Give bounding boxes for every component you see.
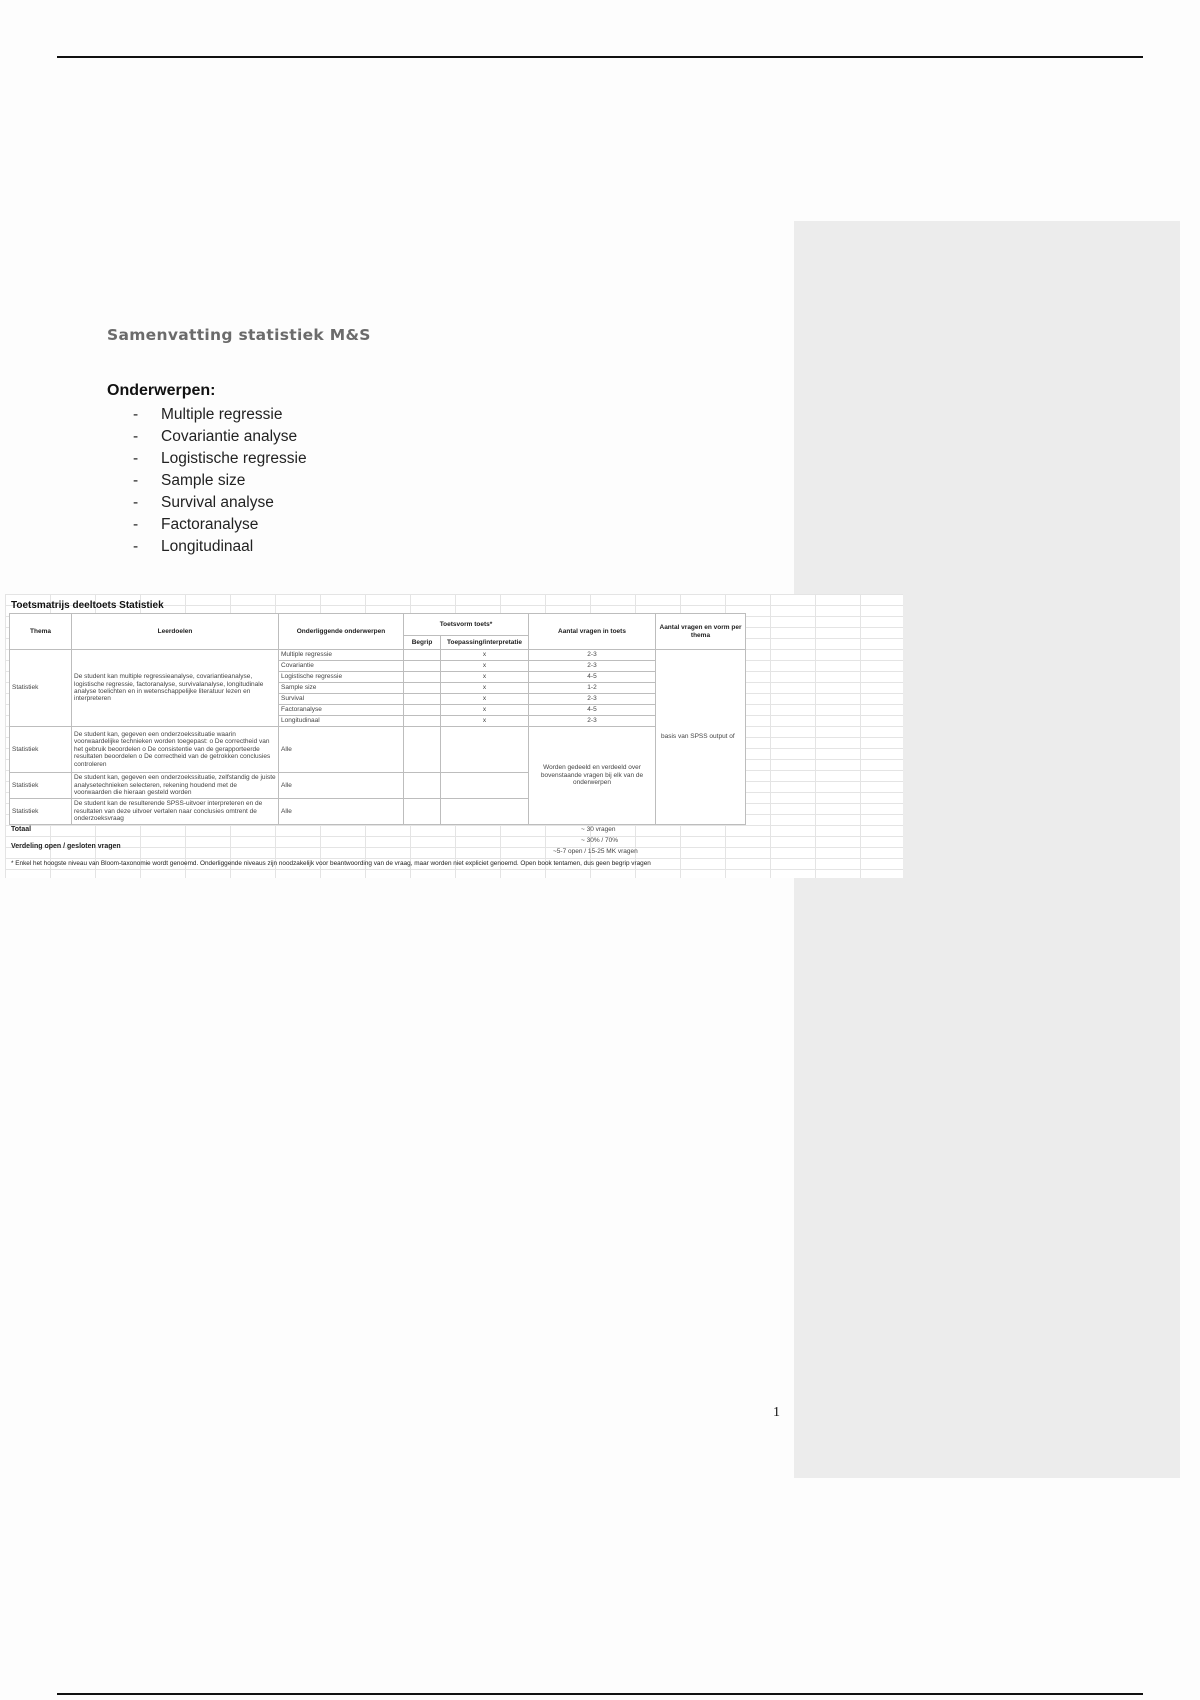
list-item xyxy=(133,448,307,470)
header-rule xyxy=(57,56,1143,58)
section-heading: Onderwerpen: xyxy=(107,382,216,399)
cell-onderwerp: Logistische regressie xyxy=(279,672,404,683)
verdeling-value-1: ~ 30% / 70% xyxy=(581,837,619,844)
cell-aantal: 2-3 xyxy=(529,694,656,705)
cell-toepassing: x xyxy=(441,661,529,672)
cell-toepassing: x xyxy=(441,672,529,683)
cell-aantal: 2-3 xyxy=(529,650,656,661)
cell-leerdoel: De student kan, gegeven een onderzoekssituatie waarin voorwaardelijke technieken worden toegepast: o De correctheid van het gebruik beoordelen o De consistentie van de gerapporteerde resultaten beoordelen o De correctheid van de getrokken conclusies controleren xyxy=(72,727,279,773)
bullet-dash: - xyxy=(133,494,139,511)
topic-label: Factoranalyse xyxy=(161,516,259,533)
topic-label: Longitudinaal xyxy=(161,538,254,555)
list-item xyxy=(133,404,307,426)
cell-begrip xyxy=(404,799,441,825)
cell-onderwerp: Covariantie xyxy=(279,661,404,672)
test-matrix-table xyxy=(9,613,746,825)
cell-aantal: 2-3 xyxy=(529,661,656,672)
list-item xyxy=(133,514,307,536)
cell-toepassing xyxy=(441,727,529,773)
header-leerdoelen: Leerdoelen xyxy=(72,614,279,650)
cell-thema: Statistiek xyxy=(10,799,72,825)
header-aantal-vorm: Aantal vragen en vorm per thema xyxy=(656,614,746,650)
cell-aantal-merged: Worden gedeeld en verdeeld over bovenstaande vragen bij elk van de onderwerpen xyxy=(529,727,656,825)
cell-onderwerp: Alle xyxy=(279,799,404,825)
cell-leerdoel: De student kan, gegeven een onderzoekssituatie, zelfstandig de juiste analysetechnieken selecteren, rekening houdend met de voorwaarden die hieraan gesteld worden xyxy=(72,773,279,799)
cell-onderwerp: Alle xyxy=(279,773,404,799)
cell-onderwerp: Multiple regressie xyxy=(279,650,404,661)
header-toepassing: Toepassing/interpretatie xyxy=(441,636,529,650)
header-onderwerpen: Onderliggende onderwerpen xyxy=(279,614,404,650)
topic-label: Survival analyse xyxy=(161,494,274,511)
cell-onderwerp: Factoranalyse xyxy=(279,705,404,716)
cell-toepassing: x xyxy=(441,716,529,727)
topic-label: Multiple regressie xyxy=(161,406,283,423)
sheet-footnote: * Enkel het hoogste niveau van Bloom-taxonomie wordt genoemd. Onderliggende niveaus zijn noodzakelijk voor beantwoording van de vraag, maar worden niet expliciet genoemd. Open book tentamen, dus geen begrip vragen xyxy=(11,860,651,867)
cell-thema: Statistiek xyxy=(10,650,72,727)
cell-begrip xyxy=(404,705,441,716)
cell-leerdoel: De student kan multiple regressieanalyse, covariantieanalyse, logistische regressie, factoranalyse, survivalanalyse, longitudinale analyse toelichten en in wetenschappelijke literatuur lezen en interpreteren xyxy=(72,650,279,727)
cell-toepassing: x xyxy=(441,694,529,705)
cell-toepassing: x xyxy=(441,705,529,716)
cell-aantal: 1-2 xyxy=(529,683,656,694)
cell-leerdoel: De student kan de resulterende SPSS-uitvoer interpreteren en de resultaten van deze uitvoer vertalen naar conclusies omtrent de onderzoeksvraag xyxy=(72,799,279,825)
totaal-label: Totaal xyxy=(11,826,32,833)
cell-begrip xyxy=(404,650,441,661)
cell-begrip xyxy=(404,683,441,694)
cell-begrip xyxy=(404,672,441,683)
topic-label: Covariantie analyse xyxy=(161,428,298,445)
table-row xyxy=(10,727,746,773)
header-begrip: Begrip xyxy=(404,636,441,650)
bullet-dash: - xyxy=(133,472,139,489)
footer-rule xyxy=(57,1693,1143,1695)
table-header-row xyxy=(10,614,746,636)
side-note: basis van SPSS output of xyxy=(661,733,735,740)
page-number: 1 xyxy=(773,1405,780,1420)
cell-toepassing xyxy=(441,773,529,799)
cell-begrip xyxy=(404,661,441,672)
bullet-dash: - xyxy=(133,406,139,423)
cell-begrip xyxy=(404,716,441,727)
verdeling-value-2: ~5-7 open / 15-25 MK vragen xyxy=(553,848,638,855)
cell-onderwerp: Longitudinaal xyxy=(279,716,404,727)
bullet-dash: - xyxy=(133,516,139,533)
cell-thema: Statistiek xyxy=(10,773,72,799)
cell-aantal: 2-3 xyxy=(529,716,656,727)
topic-label: Sample size xyxy=(161,472,246,489)
cell-begrip xyxy=(404,773,441,799)
list-item xyxy=(133,470,307,492)
bullet-dash: - xyxy=(133,428,139,445)
cell-thema: Statistiek xyxy=(10,727,72,773)
cell-begrip xyxy=(404,727,441,773)
cell-toepassing: x xyxy=(441,683,529,694)
topic-list xyxy=(133,404,307,558)
cell-aantal: 4-5 xyxy=(529,672,656,683)
list-item xyxy=(133,426,307,448)
list-item xyxy=(133,536,307,558)
bullet-dash: - xyxy=(133,450,139,467)
cell-onderwerp: Alle xyxy=(279,727,404,773)
cell-begrip xyxy=(404,694,441,705)
list-item xyxy=(133,492,307,514)
topic-label: Logistische regressie xyxy=(161,450,307,467)
verdeling-label: Verdeling open / gesloten vragen xyxy=(11,843,121,850)
cell-toepassing: x xyxy=(441,650,529,661)
sheet-title: Toetsmatrijs deeltoets Statistiek xyxy=(11,600,164,611)
embedded-spreadsheet-image xyxy=(5,594,903,878)
cell-toepassing xyxy=(441,799,529,825)
cell-onderwerp: Sample size xyxy=(279,683,404,694)
bullet-dash: - xyxy=(133,538,139,555)
table-row xyxy=(10,650,746,661)
cell-onderwerp: Survival xyxy=(279,694,404,705)
header-thema: Thema xyxy=(10,614,72,650)
totaal-value: ~ 30 vragen xyxy=(581,826,616,833)
header-aantal: Aantal vragen in toets xyxy=(529,614,656,650)
header-toetsvorm: Toetsvorm toets* xyxy=(404,614,529,636)
document-title: Samenvatting statistiek M&S xyxy=(107,326,371,344)
cell-aantal: 4-5 xyxy=(529,705,656,716)
